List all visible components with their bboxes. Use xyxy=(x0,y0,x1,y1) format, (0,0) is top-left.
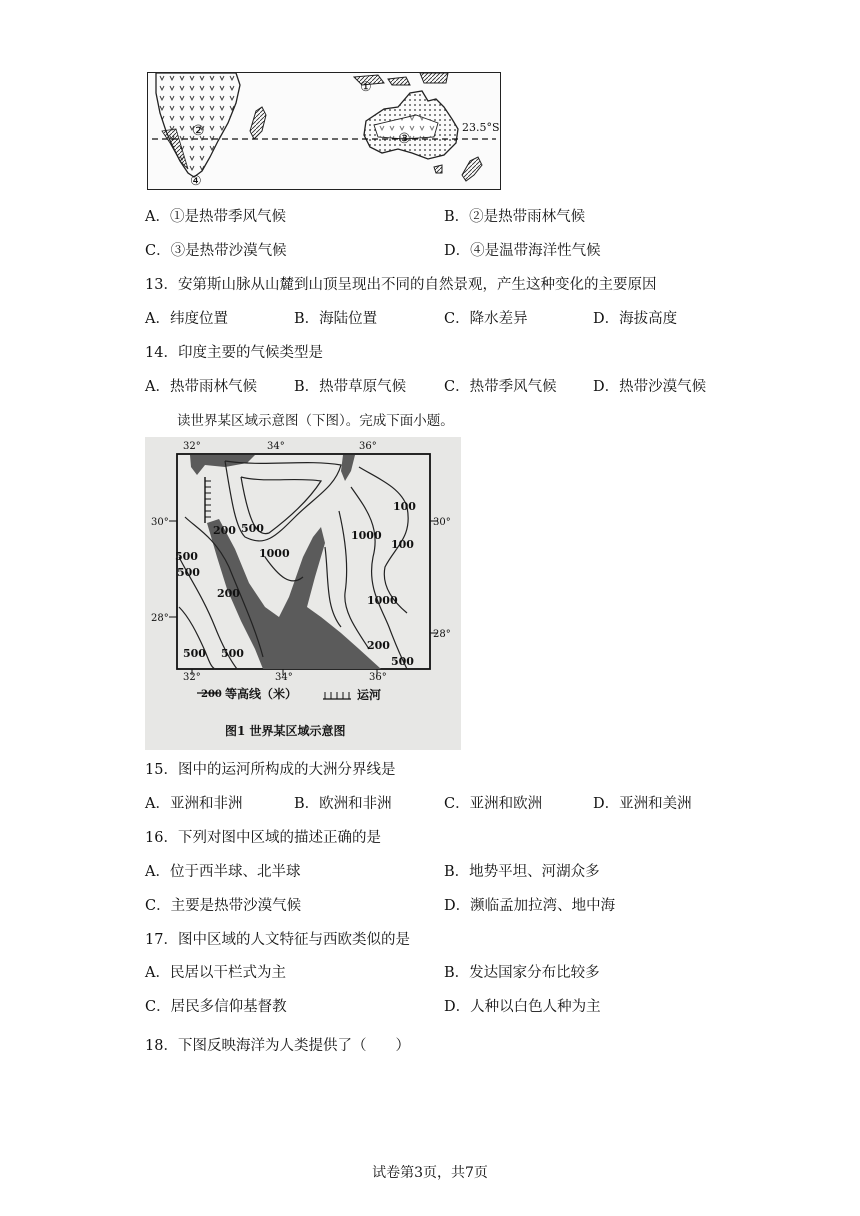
q14-option-a[interactable]: A．热带雨林气候 xyxy=(145,379,257,395)
new-zealand xyxy=(462,157,482,181)
q13-option-a[interactable]: A．纬度位置 xyxy=(145,311,228,327)
q12-option-a[interactable]: A．①是热带季风气候 xyxy=(145,209,286,225)
q16-option-b[interactable]: B．地势平坦、河湖众多 xyxy=(444,864,600,880)
q16-option-c[interactable]: C．主要是热带沙漠气候 xyxy=(145,898,302,914)
page-footer: 试卷第3页，共7页 xyxy=(372,1165,488,1181)
contour-label: 200 xyxy=(213,524,236,537)
map-legend xyxy=(197,686,381,702)
top-tick-36: 36° xyxy=(359,441,377,452)
q16-option-d[interactable]: D．濒临孟加拉湾、地中海 xyxy=(444,898,616,914)
top-tick-34: 34° xyxy=(267,441,285,452)
contour-label: 1000 xyxy=(367,594,398,607)
q17-option-b[interactable]: B．发达国家分布比较多 xyxy=(444,965,600,981)
legend-contour-text: 等高线（米） xyxy=(225,687,298,701)
q12-option-b[interactable]: B．②是热带雨林气候 xyxy=(444,209,586,225)
q17-option-c[interactable]: C．居民多信仰基督教 xyxy=(145,999,287,1015)
q13-option-d[interactable]: D．海拔高度 xyxy=(593,311,678,327)
tasmania xyxy=(434,165,442,173)
q18-stem: 18．下图反映海洋为人类提供了（ ） xyxy=(145,1038,410,1054)
map-caption: 图1 世界某区域示意图 xyxy=(225,724,346,738)
left-tick-30: 30° xyxy=(151,517,169,528)
q14-option-c[interactable]: C．热带季风气候 xyxy=(444,379,557,395)
contour-label: 500 xyxy=(177,566,200,579)
bottom-tick-34: 34° xyxy=(275,672,293,683)
q15-option-d[interactable]: D．亚洲和美洲 xyxy=(593,796,692,812)
contour-label: 500 xyxy=(241,522,264,535)
q17-stem: 17．图中区域的人文特征与西欧类似的是 xyxy=(145,932,410,948)
q13-stem: 13．安第斯山脉从山麓到山顶呈现出不同的自然景观，产生这种变化的主要原因 xyxy=(145,277,657,293)
region-contour-map xyxy=(145,437,461,750)
q12-option-d[interactable]: D．④是温带海洋性气候 xyxy=(444,243,601,259)
climate-map-drawing xyxy=(148,73,500,189)
q15-option-c[interactable]: C．亚洲和欧洲 xyxy=(444,796,543,812)
marker-3: ③ xyxy=(398,131,411,147)
right-tick-30: 30° xyxy=(433,517,451,528)
q14-option-b[interactable]: B．热带草原气候 xyxy=(294,379,407,395)
legend-contour-value: 200 xyxy=(201,689,222,700)
q13-option-c[interactable]: C．降水差异 xyxy=(444,311,528,327)
madagascar xyxy=(250,107,266,139)
reading-intro: 读世界某区域示意图（下图）。完成下面小题。 xyxy=(177,413,454,429)
contour-label: 500 xyxy=(221,647,244,660)
right-tick-28: 28° xyxy=(433,629,451,640)
climate-map-figure xyxy=(147,72,501,190)
marker-2: ② xyxy=(192,123,205,139)
q15-option-a[interactable]: A．亚洲和非洲 xyxy=(145,796,243,812)
q15-option-b[interactable]: B．欧洲和非洲 xyxy=(294,796,392,812)
q16-option-a[interactable]: A．位于西半球、北半球 xyxy=(145,864,301,880)
contour-label: 1000 xyxy=(259,547,290,560)
q16-stem: 16．下列对图中区域的描述正确的是 xyxy=(145,830,381,846)
marker-1: ① xyxy=(360,80,372,95)
contour-label: 200 xyxy=(367,639,390,652)
q15-stem: 15．图中的运河所构成的大洲分界线是 xyxy=(145,762,396,778)
top-tick-32: 32° xyxy=(183,441,201,452)
left-tick-28: 28° xyxy=(151,613,169,624)
contour-map-drawing xyxy=(145,437,461,750)
contour-label: 100 xyxy=(391,538,414,551)
bottom-tick-32: 32° xyxy=(183,672,201,683)
contour-label: 500 xyxy=(183,647,206,660)
contour-label: 1000 xyxy=(351,529,382,542)
q14-option-d[interactable]: D．热带沙漠气候 xyxy=(593,379,707,395)
contour-label: 500 xyxy=(175,550,198,563)
q14-stem: 14．印度主要的气候类型是 xyxy=(145,345,323,361)
q13-option-b[interactable]: B．海陆位置 xyxy=(294,311,378,327)
legend-canal-text: 运河 xyxy=(357,688,382,702)
bottom-tick-36: 36° xyxy=(369,672,387,683)
q12-option-c[interactable]: C．③是热带沙漠气候 xyxy=(145,243,287,259)
contour-label: 500 xyxy=(391,655,414,668)
contour-label: 200 xyxy=(217,587,240,600)
q17-option-d[interactable]: D．人种以白色人种为主 xyxy=(444,999,601,1015)
contour-label: 100 xyxy=(393,500,416,513)
marker-4: ④ xyxy=(190,174,202,189)
tropic-label: 23.5°S xyxy=(462,121,500,134)
q17-option-a[interactable]: A．民居以干栏式为主 xyxy=(145,965,286,981)
